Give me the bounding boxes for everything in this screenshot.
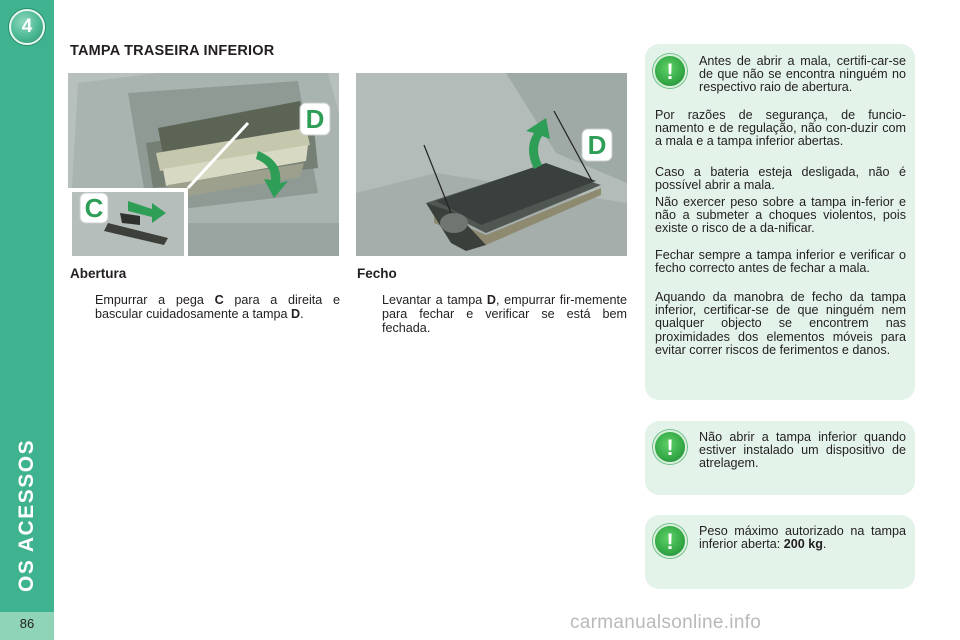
watermark: carmanualsonline.info: [570, 612, 762, 633]
chapter-title: OS ACESSOS: [15, 438, 38, 592]
warning-icon: !: [653, 524, 687, 558]
warning-icon: !: [653, 54, 687, 88]
warning-text-4: Não exercer peso sobre a tampa in-ferior e não a submeter a choques violentos, pois existe o risco de a da-nificar.: [655, 195, 906, 236]
boot-open-image: [68, 73, 339, 256]
warning-text-6: Aquando da manobra de fecho da tampa inferior, certificar-se de que ninguém nem qualquer objecto se encontrem nas proximidades dos elementos móveis para evitar correr riscos de ferimentos e danos.: [655, 290, 906, 357]
opening-illustration: [68, 73, 339, 256]
boot-close-image: [356, 73, 627, 256]
closing-instruction: [357, 293, 627, 338]
towbar-warning-text: Não abrir a tampa inferior quando estiver instalado um dispositivo de atrelagem.: [699, 430, 906, 471]
opening-text: Empurrar a pega C para a direita e bascular cuidadosamente a tampa D.: [95, 293, 340, 321]
closing-title: Fecho: [357, 266, 397, 281]
warning-text-3: Caso a bateria esteja desligada, não é possível abrir a mala.: [655, 165, 906, 193]
warning-panel-towbar: [645, 421, 915, 495]
closing-illustration: [356, 73, 627, 256]
page-number: 86: [19, 616, 35, 631]
label-d-left: D: [305, 104, 325, 134]
chapter-side-band: [0, 0, 54, 640]
opening-title: Abertura: [70, 266, 127, 281]
warning-text-2: Por razões de segurança, de funcio-namento e de regulação, não con-duzir com a mala e a tampa inferior abertas.: [655, 108, 906, 149]
label-c-left: C: [84, 193, 104, 223]
closing-text: Levantar a tampa D, empurrar fir-memente para fechar e verificar se está bem fechada.: [382, 293, 627, 335]
section-title: TAMPA TRASEIRA INFERIOR: [70, 43, 275, 59]
warning-panel-safety: [645, 44, 915, 400]
max-weight-text: Peso máximo autorizado na tampa inferior aberta: 200 kg.: [699, 524, 906, 552]
opening-instruction: [70, 293, 340, 323]
warning-text-1: Antes de abrir a mala, certifi-car-se de que não se encontra ninguém no respectivo raio de abertura.: [699, 54, 906, 95]
warning-icon: !: [653, 430, 687, 464]
chapter-badge: [9, 9, 45, 45]
label-d-right: D: [587, 130, 607, 160]
chapter-number: 4: [21, 16, 33, 37]
warning-text-5: Fechar sempre a tampa inferior e verificar o fecho correcto antes de fechar a mala.: [655, 248, 906, 276]
warning-panel-max-weight: [645, 515, 915, 589]
page-number-box: [0, 612, 54, 640]
